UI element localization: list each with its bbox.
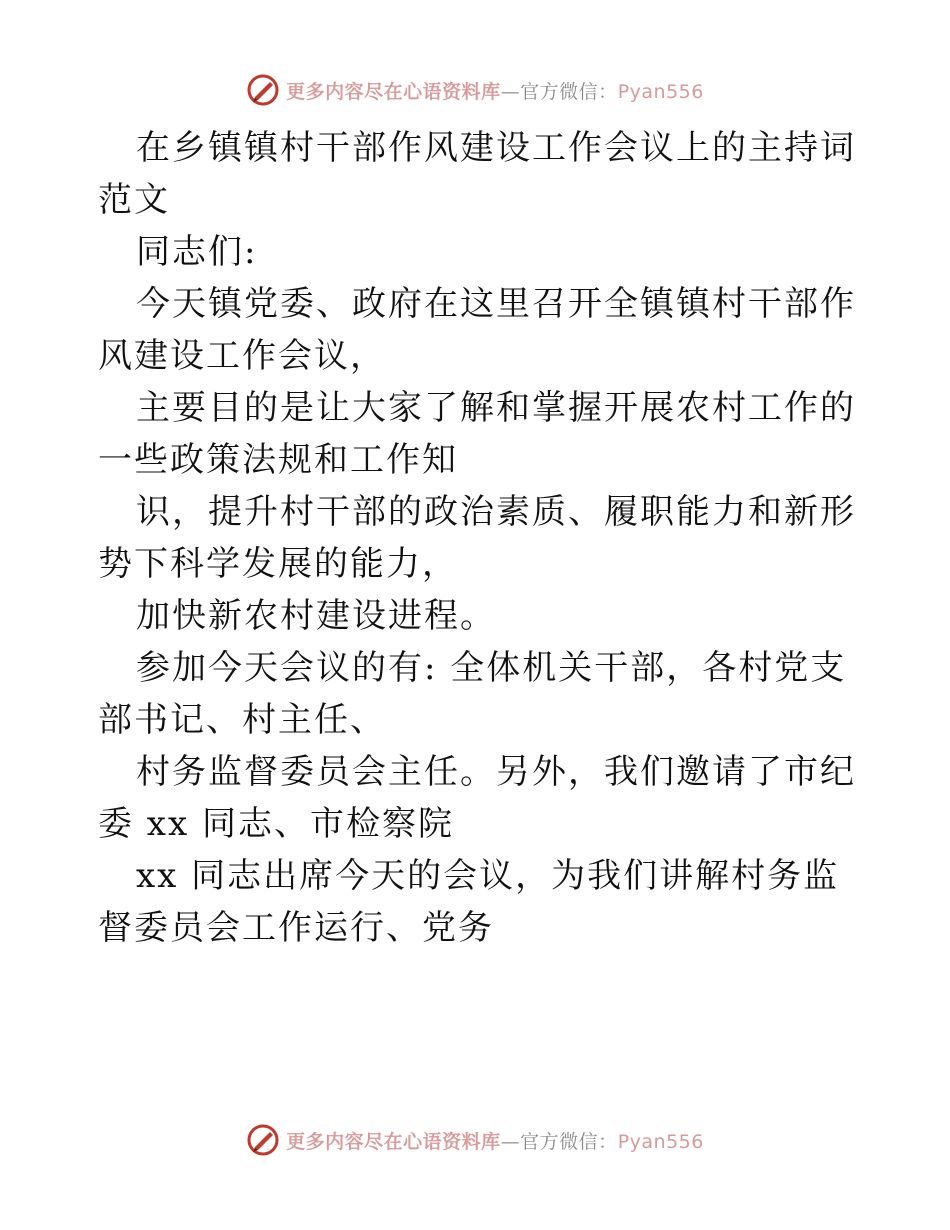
paragraph-5: 参加今天会议的有: 全体机关干部，各村党支部书记、村主任、 [98, 648, 847, 740]
paragraph-2: 主要目的是让大家了解和掌握开展农村工作的一些政策法规和工作知 [98, 388, 856, 480]
paragraph-4: 加快新农村建设进程。 [136, 596, 496, 636]
paragraph-3: 识，提升村干部的政治素质、履职能力和新形势下科学发展的能力， [98, 492, 856, 584]
document-body [98, 122, 858, 954]
watermark-text [286, 77, 704, 104]
watermark-brand: 更多内容尽在心语资料库 [286, 80, 501, 103]
watermark-brand: 更多内容尽在心语资料库 [286, 1130, 501, 1153]
paragraph-6: 村务监督委员会主任。另外，我们邀请了市纪委 xx 同志、市检察院 [98, 752, 856, 844]
watermark-dash: — [500, 80, 521, 103]
watermark-official-label: 官方微信： [520, 1130, 618, 1153]
library-logo-icon [246, 73, 280, 107]
paragraph-1: 今天镇党委、政府在这里召开全镇镇村干部作风建设工作会议， [98, 284, 856, 376]
footer-watermark [0, 1118, 950, 1162]
paragraph-7: xx 同志出席今天的会议，为我们讲解村务监督委员会工作运行、党务 [98, 856, 840, 948]
header-watermark [0, 68, 950, 112]
watermark-wechat-id: Pyan556 [617, 80, 704, 103]
salutation: 同志们: [136, 232, 258, 272]
watermark-dash: — [500, 1130, 521, 1153]
library-logo-icon [246, 1123, 280, 1157]
document-title: 在乡镇镇村干部作风建设工作会议上的主持词范文 [98, 128, 856, 220]
watermark-wechat-id: Pyan556 [617, 1130, 704, 1153]
watermark-official-label: 官方微信： [520, 80, 618, 103]
watermark-text [286, 1127, 704, 1154]
